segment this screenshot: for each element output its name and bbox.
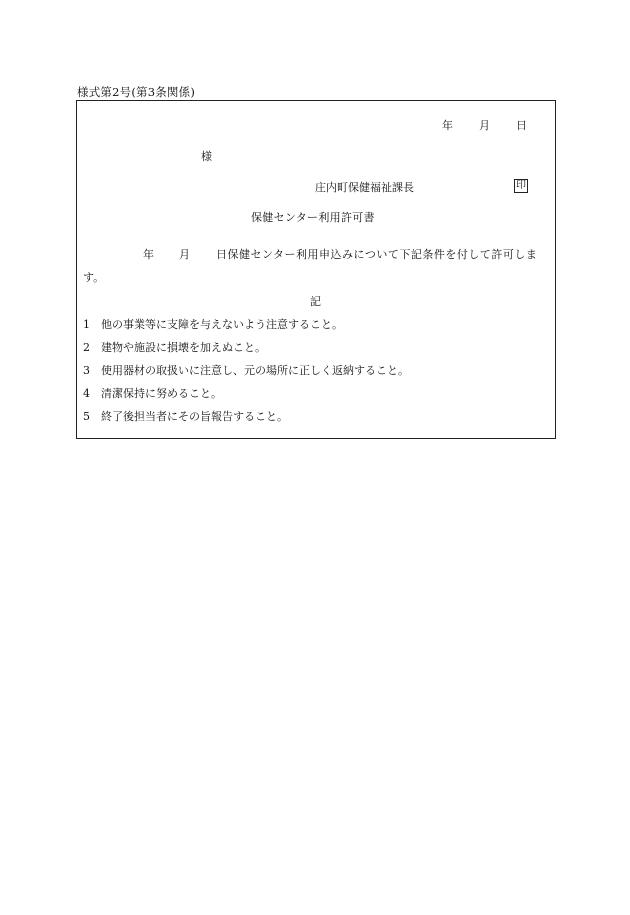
body-year-label: 年	[143, 248, 154, 261]
condition-text: 清潔保持に努めること。	[101, 387, 222, 400]
document-title: 保健センター利用許可書	[251, 211, 375, 224]
form-number-label: 様式第2号(第3条関係)	[77, 85, 196, 99]
condition-number: 2	[83, 341, 90, 354]
issuer-name: 庄内町保健福祉課長	[315, 181, 414, 194]
ki-heading: 記	[310, 295, 321, 308]
condition-item	[83, 364, 409, 378]
body-text-main: 日保健センター利用申込みについて下記条件を付して許可しま	[216, 248, 538, 261]
condition-item	[83, 410, 288, 424]
body-text-line-2: す。	[83, 271, 105, 284]
addressee-suffix: 様	[201, 150, 212, 163]
condition-number: 3	[83, 364, 90, 377]
permit-document-frame	[76, 100, 556, 439]
condition-text: 建物や施設に損壊を加えぬこと。	[101, 341, 266, 354]
condition-item	[83, 318, 343, 332]
condition-text: 終了後担当者にその旨報告すること。	[101, 410, 288, 423]
condition-text: 使用器材の取扱いに注意し、元の場所に正しく返納すること。	[101, 364, 409, 377]
condition-text: 他の事業等に支障を与えないよう注意すること。	[101, 318, 343, 331]
body-month-label: 月	[179, 248, 190, 261]
date-day-label: 日	[516, 119, 527, 132]
condition-item	[83, 341, 266, 355]
condition-number: 4	[83, 387, 90, 400]
condition-number: 5	[83, 410, 90, 423]
condition-item	[83, 387, 222, 401]
date-month-label: 月	[479, 119, 490, 132]
condition-number: 1	[83, 318, 90, 331]
seal-mark: 印	[516, 180, 526, 191]
date-year-label: 年	[442, 119, 453, 132]
